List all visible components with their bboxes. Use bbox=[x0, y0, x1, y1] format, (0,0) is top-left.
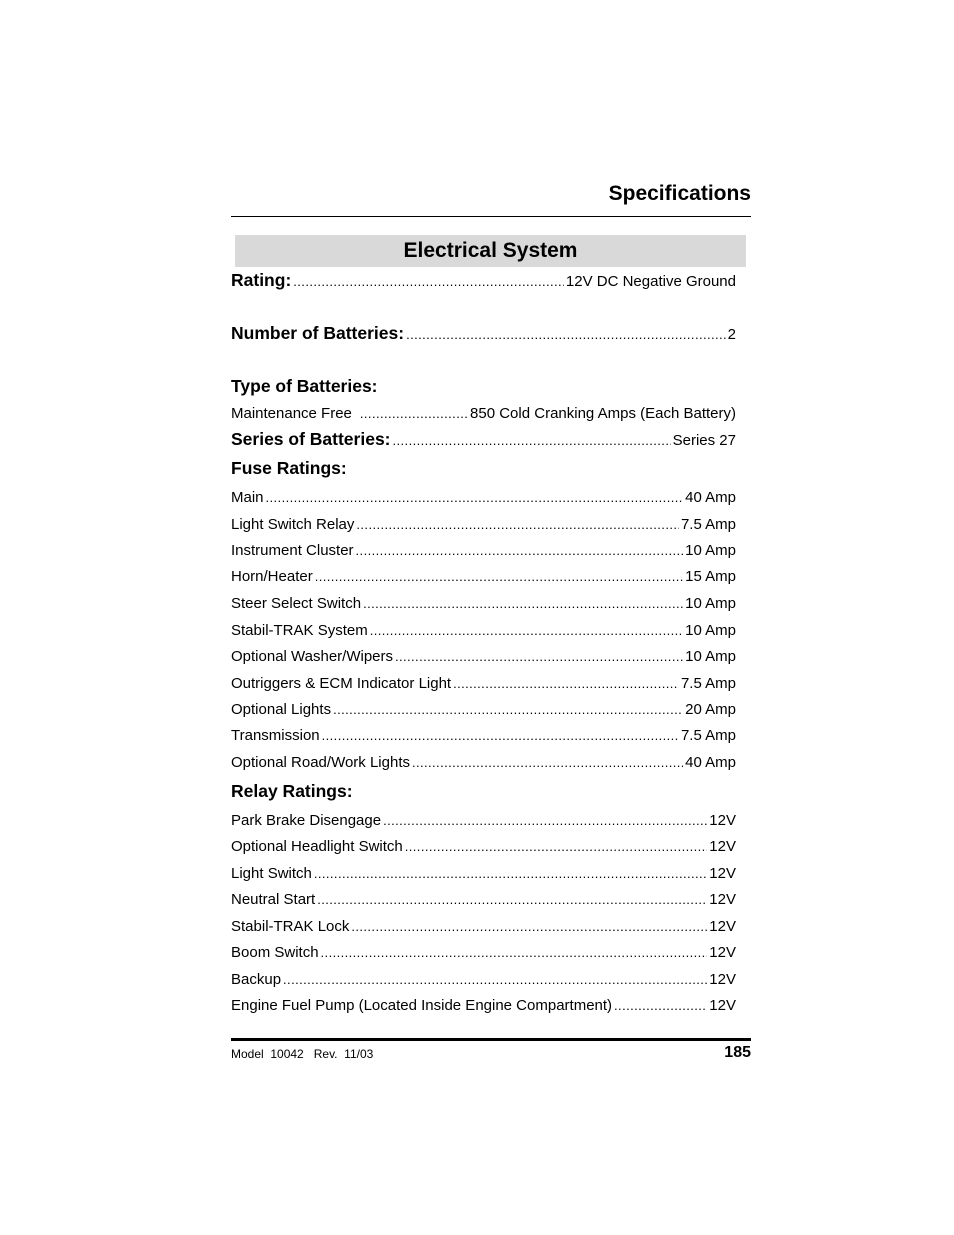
fuse-row bbox=[231, 622, 736, 639]
fuse-value: 10 Amp bbox=[685, 622, 736, 639]
dot-leader bbox=[395, 649, 683, 664]
battery-count-row bbox=[231, 323, 736, 344]
dot-leader bbox=[356, 543, 684, 558]
dot-leader bbox=[370, 623, 683, 638]
relay-row bbox=[231, 971, 736, 988]
dot-leader bbox=[383, 813, 707, 828]
fuse-label: Stabil-TRAK System bbox=[231, 622, 368, 639]
fuse-value: 10 Amp bbox=[685, 542, 736, 559]
dot-leader bbox=[393, 433, 671, 448]
dot-leader bbox=[360, 406, 468, 421]
manual-page bbox=[231, 0, 751, 1235]
fuse-row bbox=[231, 754, 736, 771]
dot-leader bbox=[266, 490, 684, 505]
dot-leader bbox=[406, 327, 726, 342]
fuse-row bbox=[231, 648, 736, 665]
header-divider bbox=[231, 216, 751, 217]
fuse-label: Light Switch Relay bbox=[231, 516, 355, 533]
page-header-title: Specifications bbox=[608, 182, 751, 205]
battery-series-label: Series of Batteries: bbox=[231, 429, 391, 449]
page-number: 185 bbox=[724, 1044, 751, 1061]
fuse-label: Optional Lights bbox=[231, 701, 332, 718]
fuse-row bbox=[231, 542, 736, 559]
battery-type-value: 850 Cold Cranking Amps (Each Battery) bbox=[470, 405, 736, 422]
relay-label: Optional Headlight Switch bbox=[231, 838, 403, 855]
relay-value: 12V bbox=[709, 812, 736, 829]
fuse-row bbox=[231, 701, 736, 718]
fuse-value: 10 Amp bbox=[685, 648, 736, 665]
relay-value: 12V bbox=[709, 891, 736, 908]
fuse-value: 15 Amp bbox=[685, 568, 736, 585]
rating-value: 12V DC Negative Ground bbox=[565, 273, 736, 290]
battery-type-row bbox=[231, 405, 736, 422]
dot-leader bbox=[412, 755, 683, 770]
rating-row bbox=[231, 270, 736, 291]
dot-leader bbox=[356, 517, 679, 532]
relay-label: Engine Fuel Pump (Located Inside Engine Compartment) bbox=[231, 997, 613, 1014]
relay-row bbox=[231, 812, 736, 829]
relay-value: 12V bbox=[709, 971, 736, 988]
dot-leader bbox=[315, 569, 683, 584]
fuse-label: Outriggers & ECM Indicator Light bbox=[231, 675, 452, 692]
fuse-label: Main bbox=[231, 489, 264, 506]
fuse-row bbox=[231, 727, 736, 744]
fuse-value: 20 Amp bbox=[685, 701, 736, 718]
fuse-value: 7.5 Amp bbox=[680, 675, 736, 692]
fuse-row bbox=[231, 516, 736, 533]
fuse-row bbox=[231, 675, 736, 692]
battery-count-value: 2 bbox=[727, 326, 736, 343]
relay-row bbox=[231, 891, 736, 908]
battery-count-label: Number of Batteries: bbox=[231, 323, 405, 343]
footer-divider bbox=[231, 1038, 751, 1041]
dot-leader bbox=[333, 702, 683, 717]
relay-row bbox=[231, 944, 736, 961]
fuse-label: Optional Washer/Wipers bbox=[231, 648, 393, 665]
relay-label: Light Switch bbox=[231, 865, 312, 882]
relay-row bbox=[231, 997, 736, 1014]
relay-value: 12V bbox=[709, 997, 736, 1014]
dot-leader bbox=[614, 998, 707, 1013]
relay-value: 12V bbox=[709, 918, 736, 935]
relay-label: Backup bbox=[231, 971, 282, 988]
dot-leader bbox=[322, 728, 679, 743]
fuse-label: Horn/Heater bbox=[231, 568, 313, 585]
relay-row bbox=[231, 918, 736, 935]
fuse-value: 40 Amp bbox=[685, 754, 736, 771]
relay-label: Park Brake Disengage bbox=[231, 812, 382, 829]
relay-value: 12V bbox=[709, 944, 736, 961]
dot-leader bbox=[317, 892, 707, 907]
fuse-value: 10 Amp bbox=[685, 595, 736, 612]
fuse-label: Transmission bbox=[231, 727, 320, 744]
fuse-value: 7.5 Amp bbox=[680, 727, 736, 744]
fuse-label: Steer Select Switch bbox=[231, 595, 362, 612]
footer-model-revision: Model 10042 Rev. 11/03 bbox=[231, 1047, 374, 1061]
fuse-value: 40 Amp bbox=[685, 489, 736, 506]
rating-label: Rating: bbox=[231, 270, 292, 290]
dot-leader bbox=[321, 945, 708, 960]
fuse-row bbox=[231, 595, 736, 612]
fuse-value: 7.5 Amp bbox=[680, 516, 736, 533]
relay-value: 12V bbox=[709, 838, 736, 855]
dot-leader bbox=[405, 839, 708, 854]
dot-leader bbox=[453, 676, 679, 691]
battery-series-value: Series 27 bbox=[672, 432, 736, 449]
relay-ratings-heading: Relay Ratings: bbox=[231, 781, 353, 801]
relay-row bbox=[231, 838, 736, 855]
dot-leader bbox=[314, 866, 707, 881]
dot-leader bbox=[293, 274, 564, 289]
fuse-ratings-heading: Fuse Ratings: bbox=[231, 458, 347, 478]
relay-label: Neutral Start bbox=[231, 891, 316, 908]
relay-row bbox=[231, 865, 736, 882]
dot-leader bbox=[351, 919, 707, 934]
dot-leader bbox=[283, 972, 707, 987]
fuse-row bbox=[231, 568, 736, 585]
battery-series-row bbox=[231, 429, 736, 450]
fuse-label: Instrument Cluster bbox=[231, 542, 354, 559]
relay-label: Boom Switch bbox=[231, 944, 319, 961]
battery-type-label: Maintenance Free bbox=[231, 405, 352, 422]
dot-leader bbox=[363, 596, 683, 611]
battery-type-heading: Type of Batteries: bbox=[231, 376, 378, 396]
fuse-label: Optional Road/Work Lights bbox=[231, 754, 410, 771]
fuse-row bbox=[231, 489, 736, 506]
relay-label: Stabil-TRAK Lock bbox=[231, 918, 350, 935]
section-title: Electrical System bbox=[235, 235, 746, 267]
relay-value: 12V bbox=[709, 865, 736, 882]
